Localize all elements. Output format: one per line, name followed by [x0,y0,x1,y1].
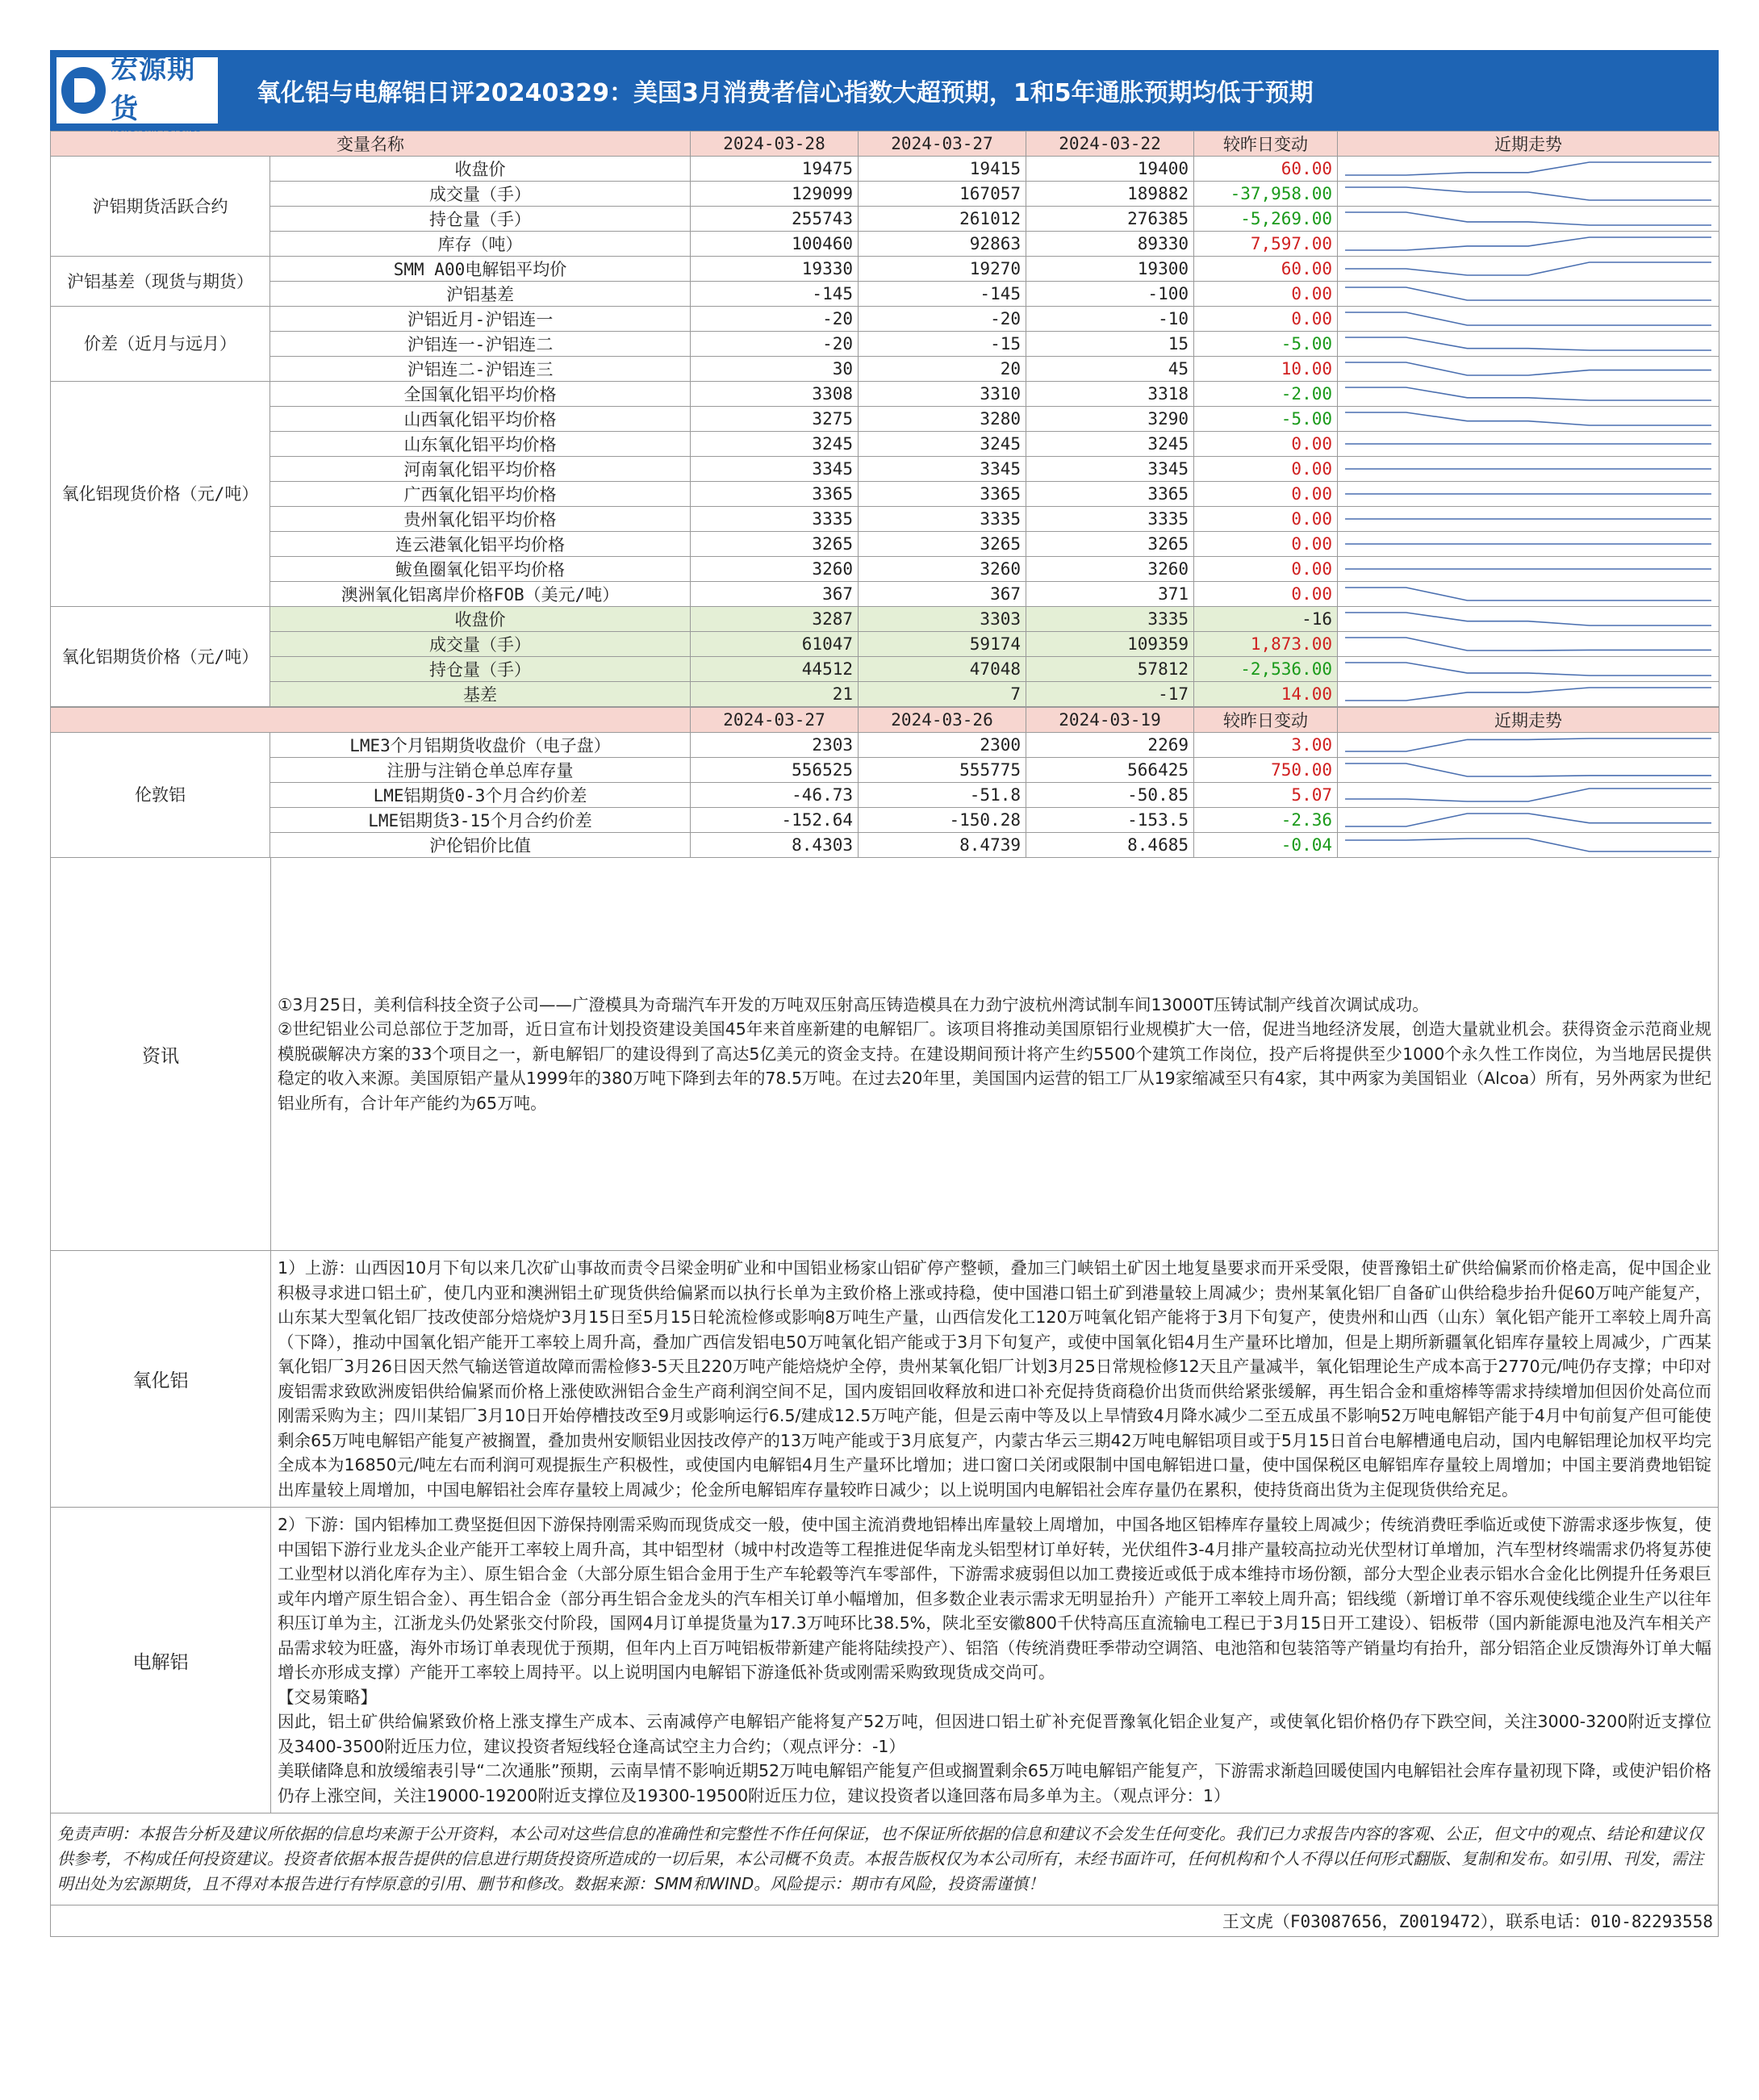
trend-line [1345,262,1711,275]
table-row [51,783,1719,808]
table-row [51,457,1719,482]
value-cell: 15 [1026,332,1194,357]
value-cell: 109359 [1026,632,1194,657]
change-cell: 3.00 [1194,733,1338,758]
trend-cell [1338,758,1719,783]
value-cell: 255743 [691,207,859,232]
col-header-name [51,708,691,733]
value-cell: 19300 [1026,257,1194,282]
value-cell: 3365 [691,482,859,507]
table-row [51,357,1719,382]
value-cell: 3365 [1026,482,1194,507]
trend-line [1345,287,1711,300]
row-label: LME铝期货3-15个月合约价差 [270,808,691,833]
table-row [51,682,1719,707]
change-cell: -2.00 [1194,382,1338,407]
value-cell: 8.4685 [1026,833,1194,858]
value-cell: 3245 [1026,432,1194,457]
group-label: 氧化铝现货价格（元/吨） [51,382,270,607]
value-cell: 3310 [859,382,1026,407]
value-cell: 8.4739 [859,833,1026,858]
strategy-alumina: 因此，铝土矿供给偏紧致价格上涨支撑生产成本、云南减停产电解铝产能将复产52万吨，但因进口铝土矿补充促晋豫氧化铝企业复产，或使氧化铝价格仍存下跌空间，关注3000-3200附近支撑位及3400-3500附近压力位，建议投资者短线轻仓逢高试空主力合约；（观点评分：-1） [278,1712,1711,1756]
row-label: 注册与注销仓单总库存量 [270,758,691,783]
trend-line [1345,412,1711,425]
row-label: 成交量（手） [270,182,691,207]
value-cell: 367 [859,582,1026,607]
value-cell: -145 [691,282,859,307]
value-cell: 57812 [1026,657,1194,682]
change-cell: 750.00 [1194,758,1338,783]
sparkline [1341,508,1715,530]
trend-line [1345,763,1711,776]
trend-cell [1338,557,1719,582]
row-label: 沪铝近月-沪铝连一 [270,307,691,332]
value-cell: 276385 [1026,207,1194,232]
change-cell: 60.00 [1194,157,1338,182]
change-cell: 7,597.00 [1194,232,1338,257]
row-label: 广西氧化铝平均价格 [270,482,691,507]
value-cell: 19400 [1026,157,1194,182]
trend-cell [1338,733,1719,758]
value-cell: 189882 [1026,182,1194,207]
row-label: 收盘价 [270,157,691,182]
trend-cell [1338,607,1719,632]
report-sheet [50,50,1719,1937]
row-label: 贵州氧化铝平均价格 [270,507,691,532]
sparkline [1341,658,1715,680]
row-label: LME铝期货0-3个月合约价差 [270,783,691,808]
row-label: 连云港氧化铝平均价格 [270,532,691,557]
change-cell: -37,958.00 [1194,182,1338,207]
value-cell: 100460 [691,232,859,257]
value-cell: 3260 [1026,557,1194,582]
value-cell: 129099 [691,182,859,207]
trend-cell [1338,457,1719,482]
value-cell: 3335 [691,507,859,532]
change-cell: -5.00 [1194,407,1338,432]
trend-line [1345,337,1711,350]
change-cell: 0.00 [1194,482,1338,507]
value-cell: 2269 [1026,733,1194,758]
table-row [51,808,1719,833]
change-cell: 14.00 [1194,682,1338,707]
value-cell: 44512 [691,657,859,682]
col-header-name: 变量名称 [51,132,691,157]
trend-line [1345,162,1711,175]
change-cell: 0.00 [1194,532,1338,557]
news-section [50,858,1719,1251]
change-cell: 0.00 [1194,282,1338,307]
value-cell: 167057 [859,182,1026,207]
value-cell: 3290 [1026,407,1194,432]
group-label: 沪铝基差（现货与期货） [51,257,270,307]
row-label: 沪伦铝价比值 [270,833,691,858]
value-cell: 21 [691,682,859,707]
value-cell: 3335 [859,507,1026,532]
trend-line [1345,187,1711,200]
value-cell: -100 [1026,282,1194,307]
trend-cell [1338,532,1719,557]
trend-line [1345,387,1711,400]
change-cell: 0.00 [1194,432,1338,457]
value-cell: 3345 [1026,457,1194,482]
electrolytic-aluminum-section [50,1508,1719,1813]
trend-cell [1338,357,1719,382]
row-label: 沪铝基差 [270,282,691,307]
sparkline [1341,633,1715,655]
trend-line [1345,588,1711,600]
trend-line [1345,814,1711,826]
col-header-trend: 近期走势 [1338,132,1719,157]
value-cell: -145 [859,282,1026,307]
change-cell: 0.00 [1194,507,1338,532]
row-label: 持仓量（手） [270,207,691,232]
table-row [51,407,1719,432]
table-header-row [51,132,1719,157]
table-row [51,207,1719,232]
group-label: 沪铝期货活跃合约 [51,157,270,257]
value-cell: -46.73 [691,783,859,808]
sparkline [1341,483,1715,505]
value-cell: 3303 [859,607,1026,632]
row-label: 澳洲氧化铝离岸价格FOB（美元/吨） [270,582,691,607]
value-cell: -10 [1026,307,1194,332]
value-cell: -20 [691,332,859,357]
row-label: 沪铝连一-沪铝连二 [270,332,691,357]
trend-line [1345,638,1711,650]
value-cell: 7 [859,682,1026,707]
trend-cell [1338,632,1719,657]
change-cell: 0.00 [1194,457,1338,482]
sparkline [1341,558,1715,580]
value-cell: 3280 [859,407,1026,432]
value-cell: -152.64 [691,808,859,833]
value-cell: 19270 [859,257,1026,282]
trend-cell [1338,382,1719,407]
news-item-2: ②世纪铝业公司总部位于芝加哥，近日宣布计划投资建设美国45年来首座新建的电解铝厂。该项目将推动美国原铝行业规模扩大一倍，促进当地经济发展，创造大量就业机会。获得资金示范商业规模脱碳解决方案的33个项目之一，新电解铝厂的建设得到了高达5亿美元的资金支持。在建设期间预计将产生约5500个建筑工作岗位，投产后将提供至少1000个永久性工作岗位，为当地居民提供稳定的收入来源。美国原铝产量从1999年的380万吨下降到去年的78.5万吨。在过去20年里，美国国内运营的铝工厂从19家缩减至只有4家，其中两家为美国铝业（Alcoa）所有，另外两家为世纪铝业所有，合计年产能约为65万吨。 [278,1019,1711,1113]
sparkline [1341,834,1715,856]
table-row [51,582,1719,607]
row-label: LME3个月铝期货收盘价（电子盘） [270,733,691,758]
value-cell: 19330 [691,257,859,282]
trend-cell [1338,332,1719,357]
logo-en-text: HONGYUAN FUTURES [111,126,202,134]
table-row [51,482,1719,507]
col-header-trend: 近期走势 [1338,708,1719,733]
col-header-date: 2024-03-19 [1026,708,1194,733]
sparkline [1341,257,1715,280]
sparkline [1341,383,1715,405]
col-header-date: 2024-03-26 [859,708,1026,733]
value-cell: 261012 [859,207,1026,232]
value-cell: 3275 [691,407,859,432]
change-cell: -2.36 [1194,808,1338,833]
table-row [51,232,1719,257]
change-cell: -5.00 [1194,332,1338,357]
sparkline [1341,809,1715,831]
trend-cell [1338,582,1719,607]
report-header [50,50,1719,134]
value-cell: 45 [1026,357,1194,382]
table-row [51,657,1719,682]
sparkline [1341,458,1715,480]
value-cell: 3345 [691,457,859,482]
value-cell: 2303 [691,733,859,758]
value-cell: -51.8 [859,783,1026,808]
trend-cell [1338,682,1719,707]
col-header-date: 2024-03-28 [691,132,859,157]
trend-cell [1338,407,1719,432]
trend-cell [1338,783,1719,808]
sparkline [1341,182,1715,205]
alumina-analysis: 1）上游：山西因10月下旬以来几次矿山事故而责令吕梁金明矿业和中国铝业杨家山铝矿停产整顿，叠加三门峡铝土矿因土地复垦要求而开采受限，使晋豫铝土矿供给偏紧而价格走高，促中国企业积极寻求进口铝土矿，使几内亚和澳洲铝土矿现货供给偏紧而以执行长单为主致价格上涨或持稳，使中国港口铝土矿到港量较上周减少；贵州某氧化铝厂自备矿山供给稳步抬升促60万吨产能复产，山东某大型氧化铝厂技改使部分焙烧炉3月15日至5月15日轮流检修或影响8万吨生产量，山西信发化工120万吨氧化铝产能将于3月下旬复产，使贵州和山西（山东）氧化铝产能开工率较上周升高（下降），推动中国氧化铝产能开工率较上周升高，叠加广西信发铝电50万吨氧化铝产能或于3月下旬复产，或使中国氧化铝4月生产量环比增加，但是上期所新疆氧化铝库存量较上周减少，广西某氧化铝厂3月26日因天然气输送管道故障而需检修3-5天且220万吨产能焙烧炉全停，贵州某氧化铝厂计划3月25日常规检修12天且产量减半，氧化铝理论生产成本高于2770元/吨仍存支撑；中印对废铝需求致欧洲废铝供给偏紧而价格上涨使欧洲铝合金生产商利润空间不足，国内废铝回收释放和进口补充促持货商稳价出货而供给紧张缓解，再生铝合金和重熔棒等需求持续增加但因价处高位而刚需采购为主；四川某铝厂3月10日开始停槽技改至9月或影响运行6.5/建成12.5万吨产能，但是云南中等及以上旱情致4月降水减少二至五成虽不影响52万吨电解铝产能于4月中旬前复产但可能使剩余65万吨电解铝产能复产被搁置，叠加贵州安顺铝业因技改停产的13万吨产能或于3月底复产，内蒙古华云三期42万吨电解铝项目或于5月15日首台电解槽通电启动，国内电解铝理论加权平均完全成本为16850元/吨左右而利润可观提振生产积极性，或使国内电解铝4月生产量环比增加；进口窗口关闭或限制中国电解铝进口量，使中国保税区电解铝库存量较上周增加；中国主要消费地铝锭出库量较上周增加，中国电解铝社会库存量较上周减少；伦金所电解铝库存量较昨日减少；以上说明国内电解铝社会库存量仍在累积，使持货商出货为主促现货供给充足。 [278,1258,1711,1500]
value-cell: 92863 [859,232,1026,257]
sparkline [1341,583,1715,605]
alumina-section [50,1251,1719,1508]
table-row [51,632,1719,657]
col-header-date: 2024-03-22 [1026,132,1194,157]
table-row [51,833,1719,858]
row-label: 持仓量（手） [270,657,691,682]
trend-cell [1338,257,1719,282]
ealu-label: 电解铝 [51,1508,271,1813]
trend-line [1345,613,1711,625]
table-row [51,532,1719,557]
table-row [51,182,1719,207]
value-cell: 30 [691,357,859,382]
ealu-analysis: 2）下游：国内铝棒加工费坚挺但因下游保持刚需采购而现货成交一般，使中国主流消费地铝棒出库量较上周增加，中国各地区铝棒库存量较上周减少；传统消费旺季临近或使下游需求逐步恢复，使中国铝下游行业龙头企业产能开工率较上周升高，其中铝型材（城中村改造等工程推进促华南龙头铝型材订单好转，光伏组件3-4月排产量较高拉动光伏型材订单增加，汽车型材终端需求仍将复苏使工业型材以消化库存为主）、原生铝合金（大部分原生铝合金用于生产车轮毂等汽车零部件，下游需求疲弱但以加工费接近或低于成本维持市场份额，部分大型企业表示铝水合金化比例提升任务艰巨或年内增产原生铝合金）、再生铝合金（部分再生铝合金龙头的汽车相关订单小幅增加，但多数企业表示需求无明显抬升）产能开工率较上周升高；铝线缆（新增订单不容乐观使线缆企业生产以往年积压订单为主，江浙龙头仍处紧张交付阶段，国网4月订单提货量为17.3万吨环比38.5%，陕北至安徽800千伏特高压直流输电工程已于3月15日开工建设）、铝板带（国内新能源电池及汽车相关产品需求较为旺盛，海外市场订单表现优于预期，但年内上百万吨铝板带新建产能将陆续投产）、铝箔（传统消费旺季带动空调箔、电池箔和包装箔等产销量均有抬升，部分铝箔企业反馈海外订单大幅增长亦形成支撑）产能开工率较上周持平。以上说明国内电解铝下游逢低补货或刚需采购致现货成交尚可。 [278,1515,1711,1682]
change-cell: 10.00 [1194,357,1338,382]
value-cell: 3265 [1026,532,1194,557]
value-cell: 3260 [691,557,859,582]
value-cell: 3245 [691,432,859,457]
value-cell: 555775 [859,758,1026,783]
sparkline [1341,157,1715,180]
sparkline [1341,408,1715,430]
row-label: 山西氧化铝平均价格 [270,407,691,432]
sparkline [1341,608,1715,630]
disclaimer: 免责声明：本报告分析及建议所依据的信息均来源于公开资料，本公司对这些信息的准确性和完整性不作任何保证，也不保证所依据的信息和建议不会发生任何变化。我们已力求报告内容的客观、公正，但文中的观点、结论和建议仅供参考，不构成任何投资建议。投资者依据本报告提供的信息进行期货投资所造成的一切后果，本公司概不负责。本报告版权仅为本公司所有，未经书面许可，任何机构和个人不得以任何形式翻版、复制和发布。如引用、刊发，需注明出处为宏源期货，且不得对本报告进行有悖原意的引用、删节和修改。数据来源：SMM和WIND。风险提示：期市有风险，投资需谨慎！ [50,1813,1719,1905]
trend-line [1345,839,1711,851]
value-cell: 59174 [859,632,1026,657]
value-cell: 3260 [859,557,1026,582]
value-cell: 556525 [691,758,859,783]
row-label: 山东氧化铝平均价格 [270,432,691,457]
sparkline [1341,282,1715,305]
trend-cell [1338,207,1719,232]
trend-line [1345,312,1711,325]
value-cell: 89330 [1026,232,1194,257]
value-cell: -20 [859,307,1026,332]
sparkline [1341,358,1715,380]
table-header-row [51,708,1719,733]
value-cell: 8.4303 [691,833,859,858]
value-cell: 61047 [691,632,859,657]
trend-line [1345,738,1711,751]
value-cell: -17 [1026,682,1194,707]
trend-cell [1338,482,1719,507]
value-cell: 47048 [859,657,1026,682]
news-label: 资讯 [51,858,271,1250]
value-cell: 3287 [691,607,859,632]
value-cell: -15 [859,332,1026,357]
row-label: 收盘价 [270,607,691,632]
row-label: SMM A00电解铝平均价 [270,257,691,282]
group-label: 氧化铝期货价格（元/吨） [51,607,270,707]
trend-cell [1338,232,1719,257]
value-cell: 3365 [859,482,1026,507]
sparkline [1341,433,1715,455]
change-cell: 1,873.00 [1194,632,1338,657]
sparkline [1341,533,1715,555]
trend-line [1345,212,1711,225]
value-cell: -153.5 [1026,808,1194,833]
value-cell: 3345 [859,457,1026,482]
company-logo [56,53,218,134]
sparkline [1341,207,1715,230]
value-cell: 371 [1026,582,1194,607]
col-header-change: 较昨日变动 [1194,708,1338,733]
value-cell: 3245 [859,432,1026,457]
trend-line [1345,688,1711,701]
group-label: 价差（近月与远月） [51,307,270,382]
sparkline [1341,759,1715,781]
trend-cell [1338,182,1719,207]
row-label: 库存（吨） [270,232,691,257]
table-row [51,282,1719,307]
report-title: 氧化铝与电解铝日评20240329：美国3月消费者信心指数大超预期，1和5年通胀预期均低于预期 [257,79,1314,107]
strategy-aluminum: 美联储降息和放缓缩表引导“二次通胀”预期，云南旱情不影响近期52万吨电解铝产能复产但或搁置剩余65万吨电解铝产能复产，下游需求渐趋回暖使国内电解铝社会库存量初现下降，或使沪铝价格仍存上涨空间，关注19000-19200附近支撑位及19300-19500附近压力位，建议投资者以逢回落布局多单为主。（观点评分：1） [278,1761,1711,1805]
col-header-date: 2024-03-27 [859,132,1026,157]
value-cell: 2300 [859,733,1026,758]
value-cell: 20 [859,357,1026,382]
row-label: 鲅鱼圈氧化铝平均价格 [270,557,691,582]
value-cell: 3335 [1026,607,1194,632]
row-label: 全国氧化铝平均价格 [270,382,691,407]
change-cell: 5.07 [1194,783,1338,808]
alumina-label: 氧化铝 [51,1251,271,1507]
sparkline [1341,232,1715,255]
value-cell: 3335 [1026,507,1194,532]
row-label: 基差 [270,682,691,707]
sparkline [1341,307,1715,330]
domestic-data-table [50,131,1719,707]
value-cell: 19475 [691,157,859,182]
value-cell: 3318 [1026,382,1194,407]
table-row [51,432,1719,457]
change-cell: 0.00 [1194,557,1338,582]
sparkline [1341,683,1715,705]
analyst-contact: 王文虎（F03087656，Z0019472），联系电话：010-82293558 [50,1905,1719,1937]
value-cell: -50.85 [1026,783,1194,808]
table-row [51,758,1719,783]
trend-line [1345,362,1711,375]
value-cell: -20 [691,307,859,332]
trend-cell [1338,157,1719,182]
col-header-date: 2024-03-27 [691,708,859,733]
table-row [51,157,1719,182]
table-row [51,257,1719,282]
trend-cell [1338,808,1719,833]
sparkline [1341,333,1715,355]
value-cell: 3308 [691,382,859,407]
trend-line [1345,789,1711,801]
table-row [51,507,1719,532]
trend-cell [1338,432,1719,457]
value-cell: 566425 [1026,758,1194,783]
trend-cell [1338,307,1719,332]
value-cell: 3265 [691,532,859,557]
value-cell: 367 [691,582,859,607]
change-cell: 0.00 [1194,307,1338,332]
row-label: 成交量（手） [270,632,691,657]
trend-line [1345,663,1711,676]
table-row [51,557,1719,582]
trend-cell [1338,282,1719,307]
strategy-title: 【交易策略】 [278,1687,377,1707]
sparkline [1341,784,1715,806]
change-cell: -0.04 [1194,833,1338,858]
trend-cell [1338,657,1719,682]
group-label: 伦敦铝 [51,733,270,858]
col-header-change: 较昨日变动 [1194,132,1338,157]
table-row [51,382,1719,407]
change-cell: -5,269.00 [1194,207,1338,232]
value-cell: -150.28 [859,808,1026,833]
change-cell: 60.00 [1194,257,1338,282]
row-label: 沪铝连二-沪铝连三 [270,357,691,382]
value-cell: 19415 [859,157,1026,182]
logo-cn-text: 宏源期货 [111,53,196,125]
trend-line [1345,237,1711,250]
trend-cell [1338,507,1719,532]
table-row [51,733,1719,758]
news-item-1: ①3月25日，美利信科技全资子公司——广澄模具为奇瑞汽车开发的万吨双压射高压铸造模具在力劲宁波杭州湾试制车间13000T压铸试制产线首次调试成功。 [278,994,1429,1014]
table-row [51,607,1719,632]
row-label: 河南氧化铝平均价格 [270,457,691,482]
table-row [51,307,1719,332]
trend-cell [1338,833,1719,858]
value-cell: 3265 [859,532,1026,557]
logo-icon [61,67,106,114]
change-cell: -2,536.00 [1194,657,1338,682]
table-row [51,332,1719,357]
change-cell: 0.00 [1194,582,1338,607]
lme-data-table [50,707,1719,858]
sparkline [1341,734,1715,756]
change-cell: -16 [1194,607,1338,632]
